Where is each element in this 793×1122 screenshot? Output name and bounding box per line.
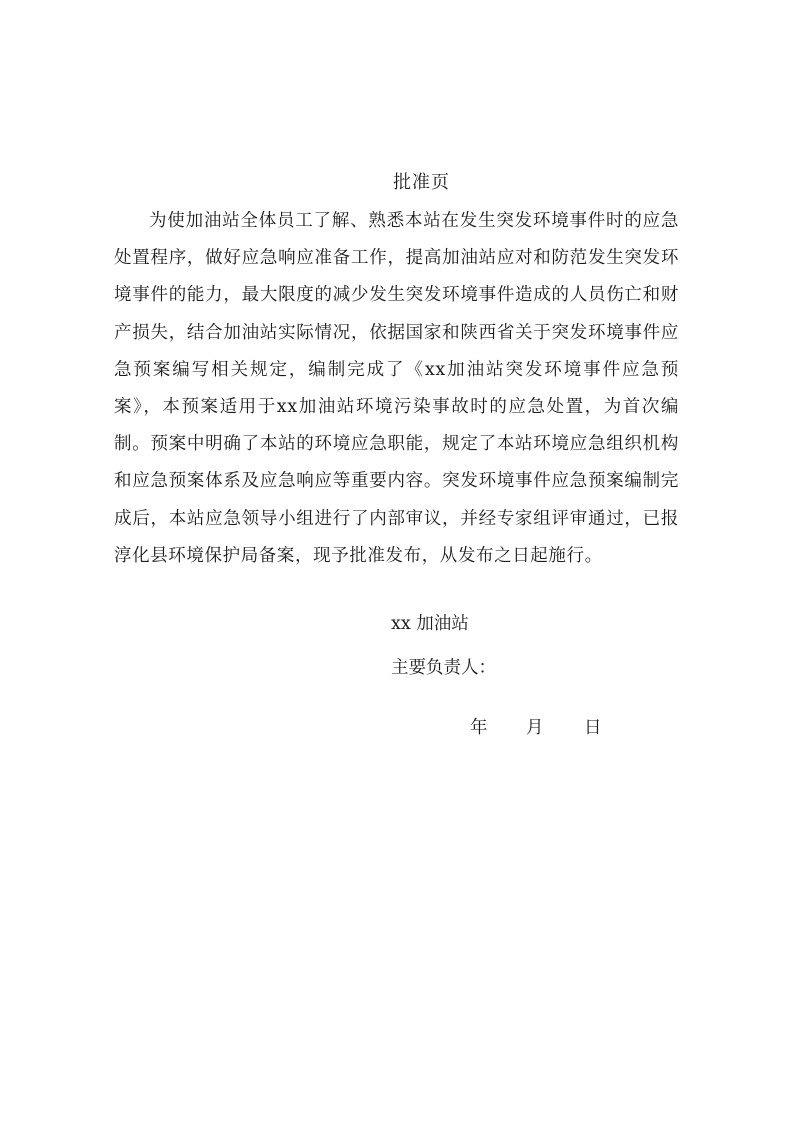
page-title: 批准页 [393, 172, 450, 193]
date-day-label: 日 [584, 718, 602, 738]
approval-paragraph: 为使加油站全体员工了解、熟悉本站在发生突发环境事件时的应急处置程序，做好应急响应准备工作，提高加油站应对和防范发生突发环境事件的能力，最大限度的减少发生突发环境事件造成的人员伤亡和财产损失，结合加油站实际情况，依据国家和陕西省关于突发环境事件应急预案编写相关规定，编制完成了《xx加油站突发环境事件应急预案》，本预案适用于xx加油站环境污染事故时的应急处置，为首次编制。预案中明确了本站的环境应急职能，规定了本站环境应急组织机构和应急预案体系及应急响应等重要内容。突发环境事件应急预案编制完成后，本站应急领导小组进行了内部审议，并经专家组评审通过，已报淳化县环境保护局备案，现予批准发布，从发布之日起施行。 [114, 211, 679, 566]
date-month-label: 月 [526, 718, 544, 738]
date-year-label: 年 [470, 718, 488, 738]
organization-name: xx 加油站 [391, 614, 469, 634]
signer-label: 主要负责人： [391, 658, 496, 678]
signature-date [470, 715, 602, 741]
